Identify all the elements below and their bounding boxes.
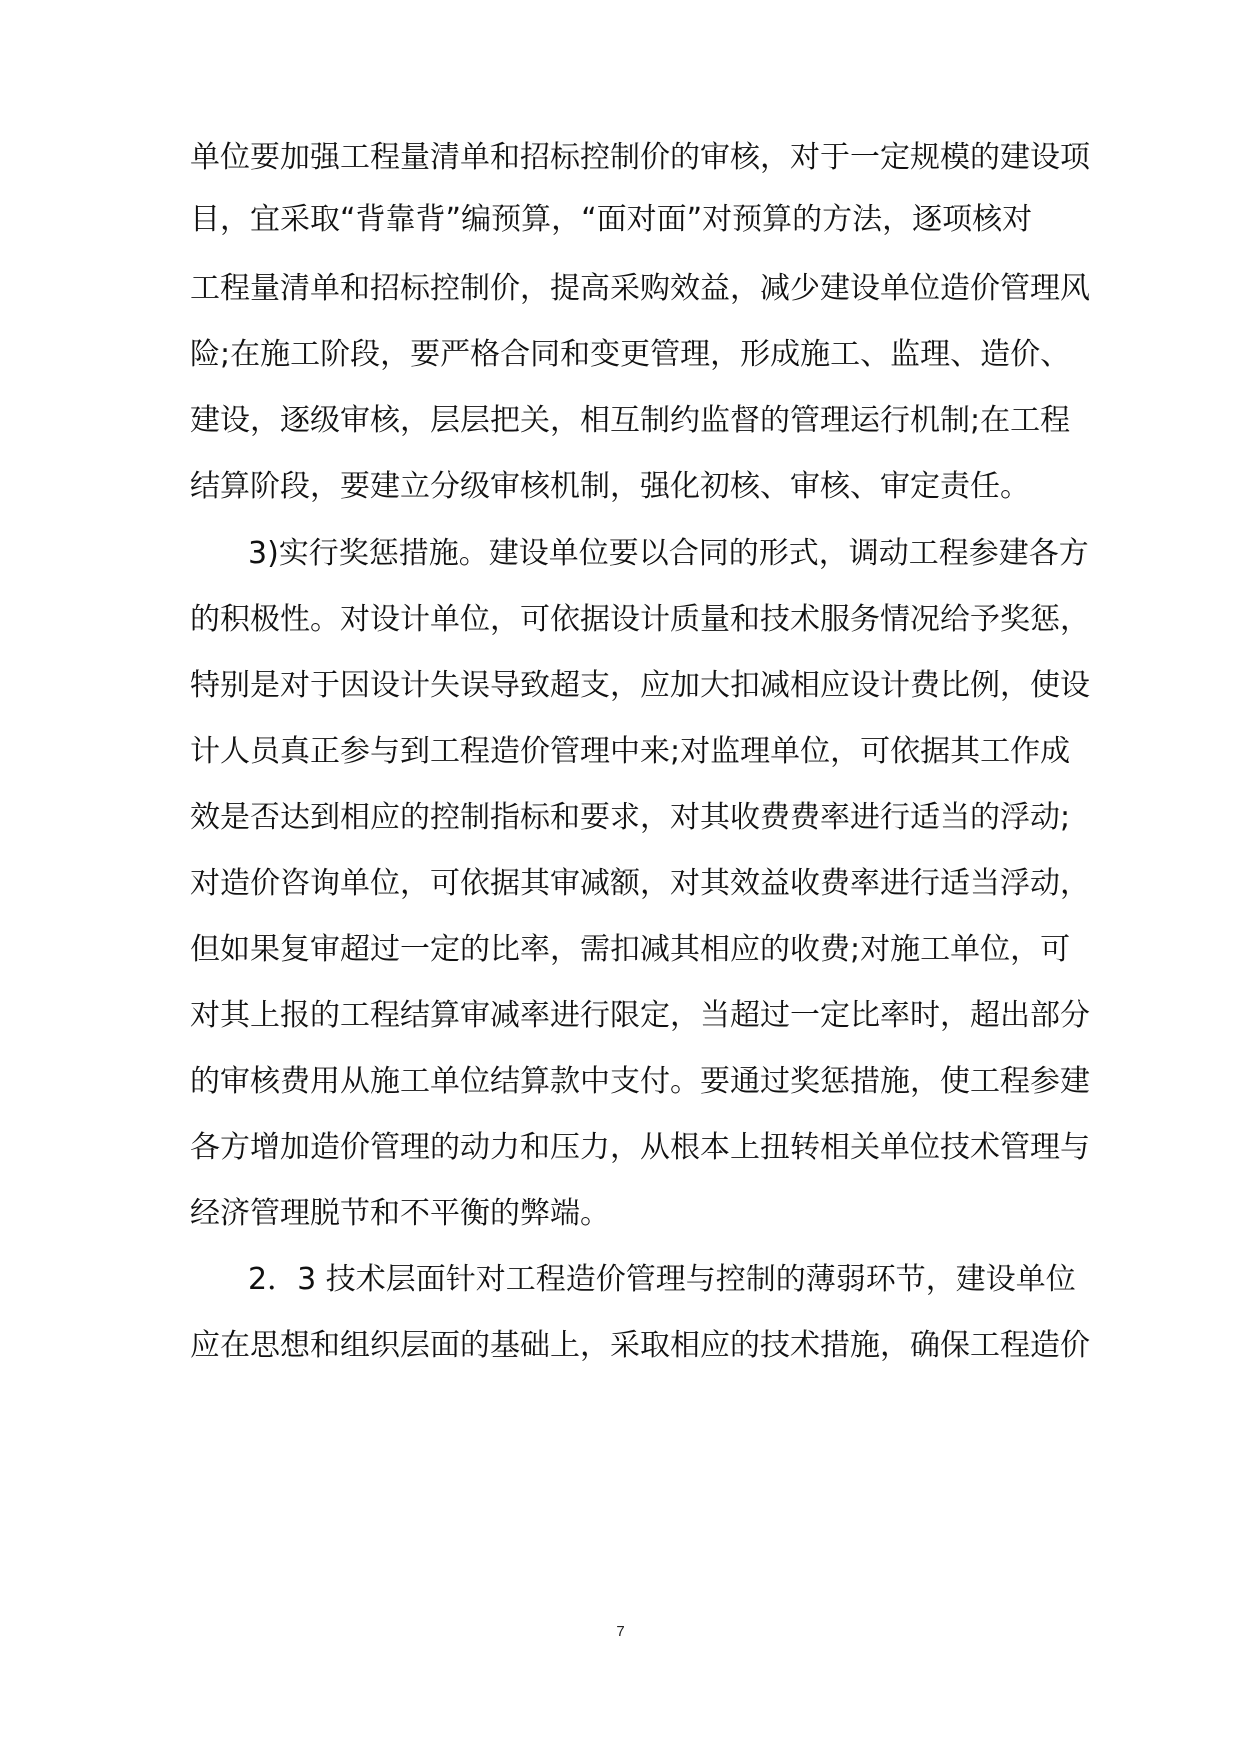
section-heading-line: 2．3 技术层面针对工程造价管理与控制的薄弱环节，建设单位	[248, 1262, 1076, 1297]
text-line: 的审核费用从施工单位结算款中支付。要通过奖惩措施，使工程参建	[190, 1064, 1090, 1099]
text-line: 建设，逐级审核，层层把关，相互制约监督的管理运行机制;在工程	[190, 403, 1071, 438]
text-line: 目，宜采取“背靠背”编预算，“面对面”对预算的方法，逐项核对	[190, 202, 1033, 237]
text-line: 对造价咨询单位，可依据其审减额，对其效益收费率进行适当浮动，	[190, 866, 1090, 901]
text-line: 各方增加造价管理的动力和压力，从根本上扭转相关单位技术管理与	[190, 1130, 1090, 1165]
text-line: 对其上报的工程结算审减率进行限定，当超过一定比率时，超出部分	[190, 998, 1090, 1033]
text-line: 经济管理脱节和不平衡的弊端。	[190, 1196, 610, 1231]
page-number: 7	[616, 1623, 625, 1640]
text-line: 计人员真正参与到工程造价管理中来;对监理单位，可依据其工作成	[190, 734, 1071, 769]
text-line: 应在思想和组织层面的基础上，采取相应的技术措施，确保工程造价	[190, 1328, 1090, 1363]
text-line: 的积极性。对设计单位，可依据设计质量和技术服务情况给予奖惩，	[190, 602, 1090, 637]
text-line: 单位要加强工程量清单和招标控制价的审核，对于一定规模的建设项	[190, 140, 1090, 175]
text-line: 工程量清单和招标控制价，提高采购效益，减少建设单位造价管理风	[190, 271, 1090, 306]
text-line: 效是否达到相应的控制指标和要求，对其收费费率进行适当的浮动;	[190, 800, 1071, 835]
text-line: 但如果复审超过一定的比率，需扣减其相应的收费;对施工单位，可	[190, 932, 1071, 967]
text-line: 结算阶段，要建立分级审核机制，强化初核、审核、审定责任。	[190, 469, 1030, 504]
text-line: 特别是对于因设计失误导致超支，应加大扣减相应设计费比例，使设	[190, 668, 1090, 703]
paragraph-start-line: 3)实行奖惩措施。建设单位要以合同的形式，调动工程参建各方	[248, 536, 1089, 571]
text-line: 险;在施工阶段，要严格合同和变更管理，形成施工、监理、造价、	[190, 337, 1071, 372]
